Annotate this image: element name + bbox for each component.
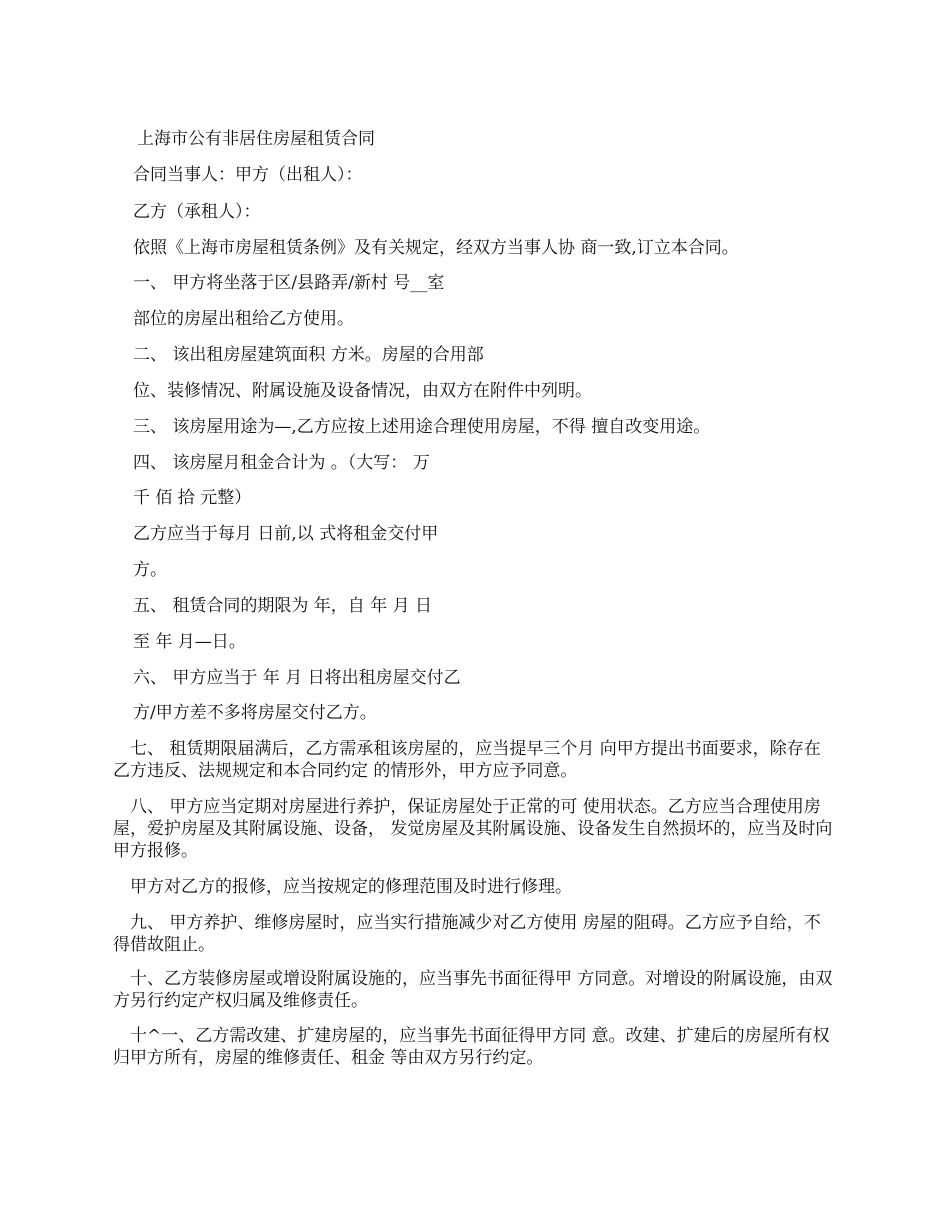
lessee-line: 乙方（承租人）： bbox=[133, 202, 261, 222]
clause-4-line-3: 乙方应当于每月 日前,以 式将租金交付甲 bbox=[133, 524, 439, 544]
clause-5-line-1: 五、 租赁合同的期限为 年，自 年 月 日 bbox=[133, 596, 433, 616]
clause-1-line-1: 一、 甲方将坐落于区/县路弄/新村 号__室 bbox=[133, 273, 445, 293]
clause-4-line-2: 千 佰 拾 元整） bbox=[133, 488, 252, 508]
clause-3-line: 三、 该房屋用途为—,乙方应按上述用途合理使用房屋，不得 擅自改变用途。 bbox=[133, 417, 711, 437]
clause-4-line-1: 四、 该房屋月租金合计为 。（大写： 万 bbox=[133, 453, 430, 473]
basis-line: 依照《上海市房屋租赁条例》及有关规定，经双方当事人协 商一致,订立本合同。 bbox=[133, 238, 739, 258]
clause-8-paragraph: 八、 甲方应当定期对房屋进行养护，保证房屋处于正常的可 使用状态。乙方应当合理使用房屋，爱护房屋及其附属设施、设备， 发觉房屋及其附属设施、设备发生自然损坏的，应当及时向甲方报修。 bbox=[113, 797, 833, 861]
party-line: 合同当事人：甲方（出租人）： bbox=[133, 165, 363, 185]
clause-2-line-2: 位、装修情况、附属设施及设备情况，由双方在附件中列明。 bbox=[133, 381, 592, 401]
document-title: 上海市公有非居住房屋租赁合同 bbox=[137, 129, 375, 149]
clause-10-paragraph: 十、乙方装修房屋或增设附属设施的，应当事先书面征得甲 方同意。对增设的附属设施，由双方另行约定产权归属及维修责任。 bbox=[113, 969, 833, 1011]
clause-6-line-1: 六、 甲方应当于 年 月 日将出租房屋交付乙 bbox=[133, 668, 461, 688]
clause-2-line-1: 二、 该出租房屋建筑面积 方米。房屋的合用部 bbox=[133, 345, 484, 365]
clause-5-line-2: 至 年 月—日。 bbox=[133, 632, 246, 652]
clause-4-line-4: 方。 bbox=[133, 560, 167, 580]
clause-6-line-2: 方/甲方差不多将房屋交付乙方。 bbox=[133, 703, 377, 723]
repair-paragraph: 甲方对乙方的报修，应当按规定的修理范围及时进行修理。 bbox=[130, 877, 572, 897]
clause-7-paragraph: 七、 租赁期限届满后，乙方需承租该房屋的，应当提早三个月 向甲方提出书面要求，除存在乙方违反、法规规定和本合同约定 的情形外，甲方应予同意。 bbox=[113, 739, 821, 781]
clause-9-paragraph: 九、 甲方养护、维修房屋时，应当实行措施减少对乙方使用 房屋的阻碍。乙方应予自给，不得借故阻止。 bbox=[113, 913, 821, 955]
clause-1-line-2: 部位的房屋出租给乙方使用。 bbox=[133, 309, 354, 329]
clause-11-paragraph: 十^一、乙方需改建、扩建房屋的，应当事先书面征得甲方同 意。改建、扩建后的房屋所有权归甲方所有，房屋的维修责任、租金 等由双方另行约定。 bbox=[113, 1026, 830, 1068]
